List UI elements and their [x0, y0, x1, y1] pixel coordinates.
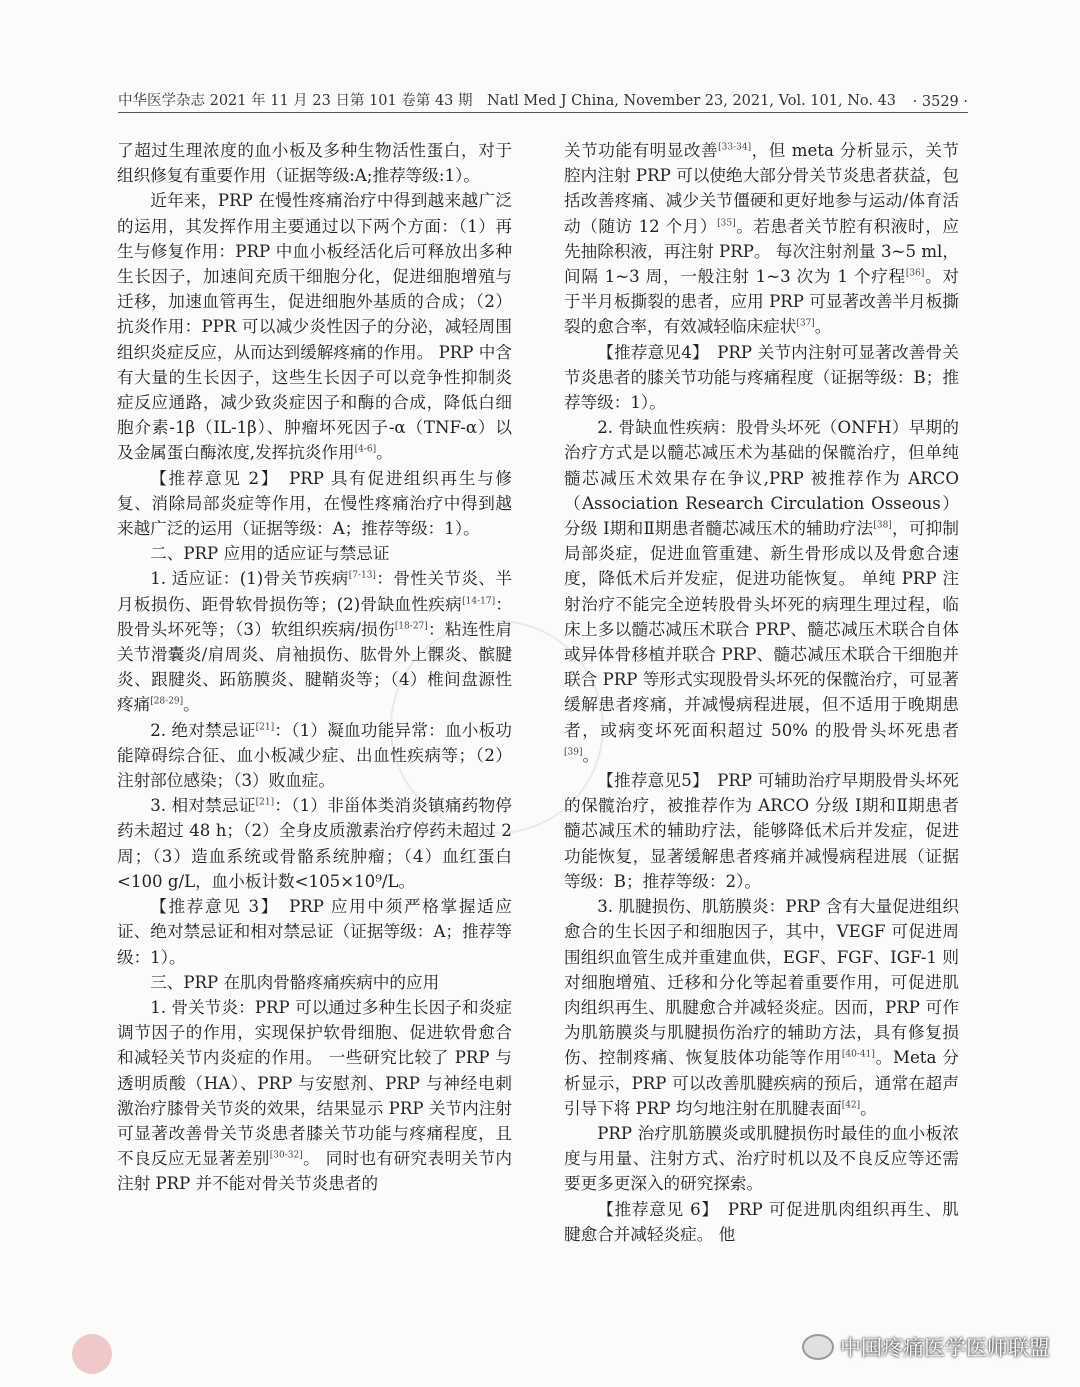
- paragraph-text: 三、PRP 在肌肉骨骼疼痛疾病中的应用: [150, 972, 440, 992]
- paragraph-text: 。: [860, 1098, 877, 1118]
- citation-ref: [39]: [564, 747, 583, 758]
- wechat-icon: [802, 1334, 834, 1360]
- running-header: [118, 86, 968, 113]
- citation-ref: [21]: [255, 722, 275, 733]
- paragraph: [117, 466, 512, 542]
- paragraph: [117, 541, 512, 566]
- paragraph-text: ：（1）非甾体类消炎镇痛药物停药未超过 48 h；（2）全身皮质激素治疗停药未超过 2 周；（3）造血系统或骨骼系统肿瘤；（4）血红蛋白<100 g/L，血小板计数<105×10⁹/L。: [117, 796, 512, 891]
- paragraph-text: 2. 骨缺血性疾病：股骨头坏死（ONFH）早期的治疗方式是以髓芯减压术为基础的保髋治疗，但单纯髓芯减压术效果存在争议,PRP 被推荐作为 ARCO（Association Research Circulation Osseous）分级 Ⅰ期和Ⅱ期患者髓芯减压术的辅助疗法: [564, 418, 959, 539]
- paragraph-text: 【推荐意见5】 PRP 可辅助治疗早期股骨头坏死的保髋治疗，被推荐作为 ARCO 分级 Ⅰ期和Ⅱ期患者髓芯减压术的辅助疗法，能够降低术后并发症，促进功能恢复，显著缓解患者疼痛并减慢病程进展（证据等级：B；推荐等级：2）。: [564, 771, 959, 891]
- paragraph: [564, 138, 959, 340]
- paragraph: [117, 894, 512, 970]
- paragraph: [117, 718, 512, 794]
- wechat-account-name: 中国疼痛医学医师联盟: [840, 1336, 1050, 1360]
- paragraph-text: 二、PRP 应用的适应证与禁忌证: [150, 544, 390, 564]
- citation-ref: [36]: [905, 268, 925, 279]
- paragraph-text: 。Meta 分析显示，PRP 可以改善肌腱疾病的预后，通常在超声引导下将 PRP 均匀地注射在肌腱表面: [564, 1048, 959, 1118]
- citation-ref: [28-29]: [150, 696, 184, 707]
- paragraph-text: 【推荐意见 3】 PRP 应用中须严格掌握适应证、绝对禁忌证和相对禁忌证（证据等级：A；推荐等级：1）。: [117, 897, 512, 967]
- paragraph: [117, 138, 512, 188]
- paragraph-text: PRP 治疗肌筋膜炎或肌腱损伤时最佳的血小板浓度与用量、注射方式、治疗时机以及不良反应等还需要更多更深入的研究探索。: [564, 1123, 959, 1194]
- publisher-logo-icon: [72, 1334, 112, 1374]
- paragraph-text: 1. 骨关节炎：PRP 可以通过多种生长因子和炎症调节因子的作用，实现保护软骨细胞、促进软骨愈合和减轻关节内炎症的作用。 一些研究比较了 PRP 与透明质酸（HA）、PRP 与安慰剂、PRP 与神经电刺激治疗膝骨关节炎的效果，结果显示 PRP 关节内注射可显著改善骨关节炎患者膝关节功能与疼痛程度，且不良反应无显著差别: [117, 997, 512, 1169]
- paragraph-text: 【推荐意见4】 PRP 关节内注射可显著改善骨关节炎患者的膝关节功能与疼痛程度（证据等级：B；推荐等级：1）。: [564, 342, 959, 413]
- citation-ref: [4-6]: [354, 444, 377, 455]
- wechat-account-badge: [802, 1332, 1050, 1362]
- right-column: [564, 138, 959, 1247]
- paragraph: [117, 188, 512, 465]
- paragraph: [117, 793, 512, 894]
- paragraph-text: 3. 肌腱损伤、肌筋膜炎：PRP 含有大量促进组织愈合的生长因子和细胞因子，其中，VEGF 可促进周围组织血管生成并重建血供，EGF、FGF、IGF-1 则对细胞增殖、迁移和分化等起着重要作用，可促进肌肉组织再生、肌腱愈合并减轻炎症。因而，PRP 可作为肌筋膜炎与肌腱损伤治疗的辅助方法，具有修复损伤、控制疼痛、恢复肢体功能等作用: [564, 897, 959, 1068]
- paragraph-text: 【推荐意见 2】 PRP 具有促进组织再生与修复、消除局部炎症等作用，在慢性疼痛治疗中得到越来越广泛的运用（证据等级：A；推荐等级：1）。: [117, 468, 512, 539]
- paragraph: [564, 894, 959, 1121]
- citation-ref: [33-34]: [718, 142, 752, 153]
- paragraph-text: 【推荐意见 6】 PRP 可促进肌肉组织再生、肌腱愈合并减轻炎症。 他: [564, 1199, 959, 1244]
- paragraph: [117, 995, 512, 1197]
- paragraph: [564, 415, 959, 768]
- paragraph-text: 。: [376, 443, 393, 463]
- paragraph-text: 。: [814, 317, 832, 337]
- citation-ref: [7-13]: [348, 570, 376, 581]
- paragraph-text: 1. 适应证：(1)骨关节疾病: [150, 569, 349, 589]
- paragraph-text: 。: [183, 695, 200, 715]
- citation-ref: [14-17]: [462, 596, 496, 607]
- paragraph-text: 关节功能有明显改善: [564, 141, 719, 160]
- paragraph-text: ：骨性关节炎、半月板损伤、距骨软骨损伤等；(2)骨缺血性疾病: [117, 569, 512, 614]
- citation-ref: [37]: [796, 318, 815, 329]
- left-column: [117, 138, 512, 1197]
- paragraph-text: 。 同时也有研究表明关节内注射 PRP 并不能对骨关节炎患者的: [117, 1149, 512, 1194]
- citation-ref: [21]: [255, 797, 275, 808]
- journal-citation: 中华医学杂志 2021 年 11 月 23 日第 101 卷第 43 期 Natl Med J China, November 23, 2021, Vol. 101, No. 43: [118, 93, 897, 109]
- citation-ref: [35]: [717, 218, 736, 229]
- paragraph-text: 。对于半月板撕裂的患者，应用 PRP 可显著改善半月板撕裂的愈合率，有效减轻临床症状: [564, 267, 959, 337]
- paragraph: [564, 1121, 959, 1197]
- paragraph-text: 3. 相对禁忌证: [150, 796, 256, 816]
- paragraph-text: ：（1）凝血功能异常：血小板功能障碍综合征、血小板减少症、出血性疾病等；（2）注射部位感染；（3）败血症。: [117, 720, 512, 791]
- paragraph-text: ：股骨头坏死等；（3）软组织疾病/损伤: [117, 594, 513, 639]
- paragraph-text: ，可抑制局部炎症，促进血管重建、新生骨形成以及骨愈合速度，降低术后并发症，促进功能恢复。 单纯 PRP 注射治疗不能完全逆转股骨头坏死的病理生理过程，临床上多以髓芯减压术联合 PRP、髓芯减压术联合自体或异体骨移植并联合 PRP、髓芯减压术联合干细胞并联合 PRP 等形式实现股骨头坏死的保髋治疗，可显著缓解患者疼痛，并减慢病程进展，但不适用于晚期患者，或病变坏死面积超过 50% 的股骨头坏死患者: [564, 519, 960, 740]
- paragraph-text: 近年来，PRP 在慢性疼痛治疗中得到越来越广泛的运用，其发挥作用主要通过以下两个方面：（1）再生与修复作用：PRP 中血小板经活化后可释放出多种生长因子，加速间充质干细胞分化，促进细胞增殖与迁移，加速血管再生，促进细胞外基质的合成；（2）抗炎作用：PPR 可以减少炎性因子的分泌，减轻周围组织炎症反应，从而达到缓解疼痛的作用。 PRP 中含有大量的生长因子，这些生长因子可以竞争性抑制炎症反应通路，减少致炎症因子和酶的合成，降低白细胞介素-1β（IL-1β）、肿瘤坏死因子-α（TNF-α）以及金属蛋白酶浓度,发挥抗炎作用: [117, 191, 512, 463]
- paragraph-text: 2. 绝对禁忌证: [150, 720, 256, 740]
- citation-ref: [40-41]: [841, 1049, 875, 1060]
- paragraph: [117, 566, 512, 717]
- paragraph: [117, 970, 512, 995]
- citation-ref: [30-32]: [269, 1150, 303, 1161]
- paragraph: [564, 768, 959, 894]
- paragraph-text: 。若患者关节腔有积液时，应先抽除积液，再注射 PRP。 每次注射剂量 3~5 ml，间隔 1~3 周，一般注射 1~3 次为 1 个疗程: [564, 216, 960, 287]
- paragraph-text: ，但 meta 分析显示，关节腔内注射 PRP 可以使绝大部分骨关节炎患者获益，包括改善疼痛、减少关节僵硬和更好地参与运动/体育活动（随访 12 个月）: [564, 141, 960, 236]
- paragraph-text: 。: [582, 745, 600, 765]
- page-number: · 3529 ·: [912, 94, 968, 110]
- citation-ref: [42]: [841, 1100, 861, 1111]
- paragraph-text: ：粘连性肩关节滑囊炎/肩周炎、肩袖损伤、肱骨外上髁炎、髌腱炎、跟腱炎、跖筋膜炎、腱鞘炎等；（4）椎间盘源性疼痛: [117, 619, 512, 715]
- paragraph-text: 了超过生理浓度的血小板及多种生物活性蛋白，对于组织修复有重要作用（证据等级:A;推荐等级:1）。: [117, 141, 512, 186]
- paragraph: [564, 340, 959, 416]
- paragraph: [564, 1197, 959, 1247]
- citation-ref: [38]: [873, 520, 892, 531]
- citation-ref: [18-27]: [394, 621, 428, 632]
